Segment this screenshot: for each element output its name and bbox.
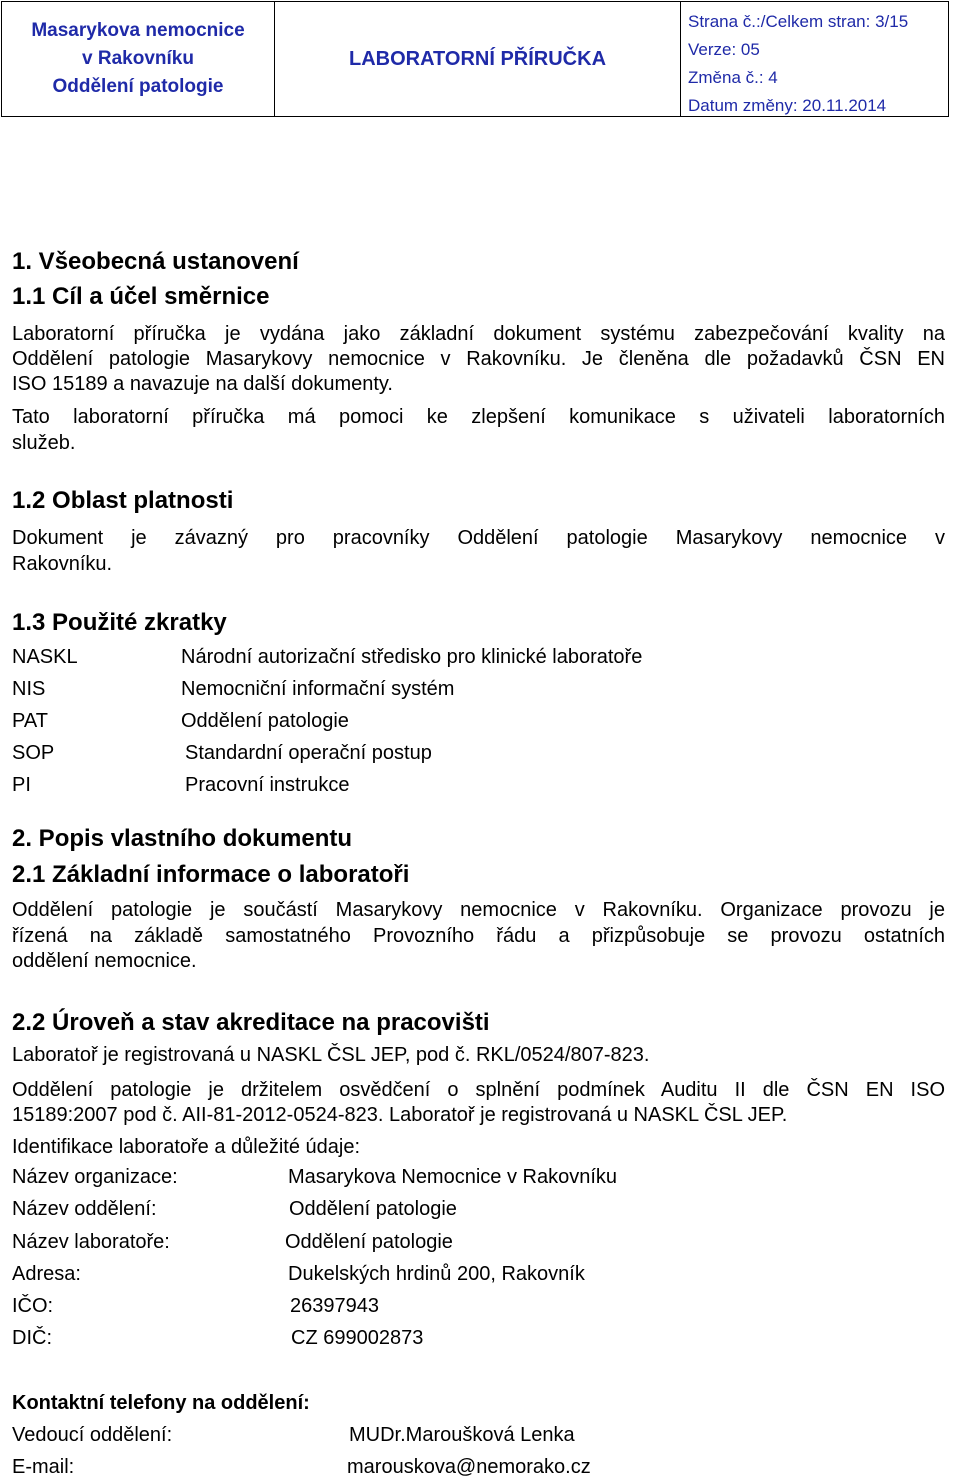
section-1-3-heading: 1.3 Použité zkratky: [12, 609, 227, 636]
s1-1-text-line: ISO 15189 a navazuje na další dokumenty.: [12, 373, 393, 395]
document-title: LABORATORNÍ PŘÍRUČKA: [348, 47, 607, 70]
s2-2-text-line: Laboratoř je registrovaná u NASKL ČSL JEP, pod č. RKL/0524/807-823.: [12, 1044, 650, 1066]
header-organization: [2, 2, 275, 116]
page-counter: Strana č.:/Celkem stran: 3/15: [688, 12, 909, 31]
contact-label: Vedoucí oddělení:: [12, 1424, 173, 1446]
s1-2-text-line: Rakovníku.: [12, 553, 113, 575]
section-2-heading: 2. Popis vlastního dokumentu: [12, 825, 353, 852]
header-meta: [681, 2, 948, 116]
abbrev-meaning: Nemocniční informační systém: [181, 678, 455, 700]
field-value: CZ 699002873: [291, 1327, 424, 1349]
contact-label: E-mail:: [12, 1456, 75, 1478]
org-department: Oddělení patologie: [52, 76, 224, 97]
abbrev-meaning: Oddělení patologie: [181, 710, 349, 732]
field-value: Oddělení patologie: [289, 1198, 457, 1220]
identification-heading: Identifikace laboratoře a důležité údaje:: [12, 1136, 361, 1158]
section-1-1-heading: 1.1 Cíl a účel směrnice: [12, 283, 270, 310]
s1-1-text-line: Laboratorní příručka je vydána jako základní dokument systému zabezpečování kvality na: [12, 323, 945, 345]
section-2-2-heading: 2.2 Úroveň a stav akreditace na pracovišti: [12, 1009, 490, 1036]
abbrev-code: PI: [12, 774, 31, 796]
s2-2-text-line: 15189:2007 pod č. AII-81-2012-0524-823. Laboratoř je registrovaná u NASKL ČSL JEP.: [12, 1104, 788, 1126]
field-label: IČO:: [12, 1295, 54, 1317]
version: Verze: 05: [688, 40, 760, 59]
abbrev-code: PAT: [12, 710, 48, 732]
s1-1-text-line: Tato laboratorní příručka má pomoci ke zlepšení komunikace s uživateli laboratorních: [12, 406, 945, 428]
abbrev-code: SOP: [12, 742, 55, 764]
field-label: Adresa:: [12, 1263, 81, 1285]
s2-2-text-line: Oddělení patologie je držitelem osvědčení o splnění podmínek Auditu II dle ČSN EN ISO: [12, 1079, 945, 1101]
org-name: Masarykova nemocnice: [31, 20, 245, 41]
field-value: Dukelských hrdinů 200, Rakovník: [288, 1263, 585, 1285]
s1-1-text-line: Oddělení patologie Masarykovy nemocnice v Rakovníku. Je členěna dle požadavků ČSN EN: [12, 348, 945, 370]
contact-value: MUDr.Maroušková Lenka: [349, 1424, 575, 1446]
section-1-heading: 1. Všeobecná ustanovení: [12, 248, 299, 275]
contact-email[interactable]: marouskova@nemorako.cz: [347, 1456, 591, 1478]
field-label: Název oddělení:: [12, 1198, 157, 1220]
s1-2-text-line: Dokument je závazný pro pracovníky Oddělení patologie Masarykovy nemocnice v: [12, 527, 945, 549]
change-number: Změna č.: 4: [688, 68, 778, 87]
abbrev-code: NASKL: [12, 646, 78, 668]
s2-1-text-line: řízená na základě samostatného Provozního řádu a přizpůsobuje se provozu ostatních: [12, 925, 945, 947]
s2-1-text-line: oddělení nemocnice.: [12, 950, 197, 972]
field-value: 26397943: [290, 1295, 379, 1317]
abbrev-meaning: Národní autorizační středisko pro klinické laboratoře: [181, 646, 643, 668]
field-label: Název organizace:: [12, 1166, 178, 1188]
abbrev-meaning: Standardní operační postup: [185, 742, 432, 764]
abbrev-meaning: Pracovní instrukce: [185, 774, 350, 796]
org-location: v Rakovníku: [82, 48, 194, 69]
contacts-heading: Kontaktní telefony na oddělení:: [12, 1392, 310, 1414]
header-title-cell: [275, 2, 681, 116]
field-label: DIČ:: [12, 1327, 52, 1349]
change-date: Datum změny: 20.11.2014: [688, 96, 887, 115]
field-label: Název laboratoře:: [12, 1231, 170, 1253]
field-value: Oddělení patologie: [285, 1231, 453, 1253]
document-header: [1, 1, 949, 117]
field-value: Masarykova Nemocnice v Rakovníku: [288, 1166, 618, 1188]
s1-1-text-line: služeb.: [12, 432, 76, 454]
abbrev-code: NIS: [12, 678, 46, 700]
section-2-1-heading: 2.1 Základní informace o laboratoři: [12, 861, 410, 888]
s2-1-text-line: Oddělení patologie je součástí Masarykovy nemocnice v Rakovníku. Organizace provozu je: [12, 899, 945, 921]
section-1-2-heading: 1.2 Oblast platnosti: [12, 487, 234, 514]
